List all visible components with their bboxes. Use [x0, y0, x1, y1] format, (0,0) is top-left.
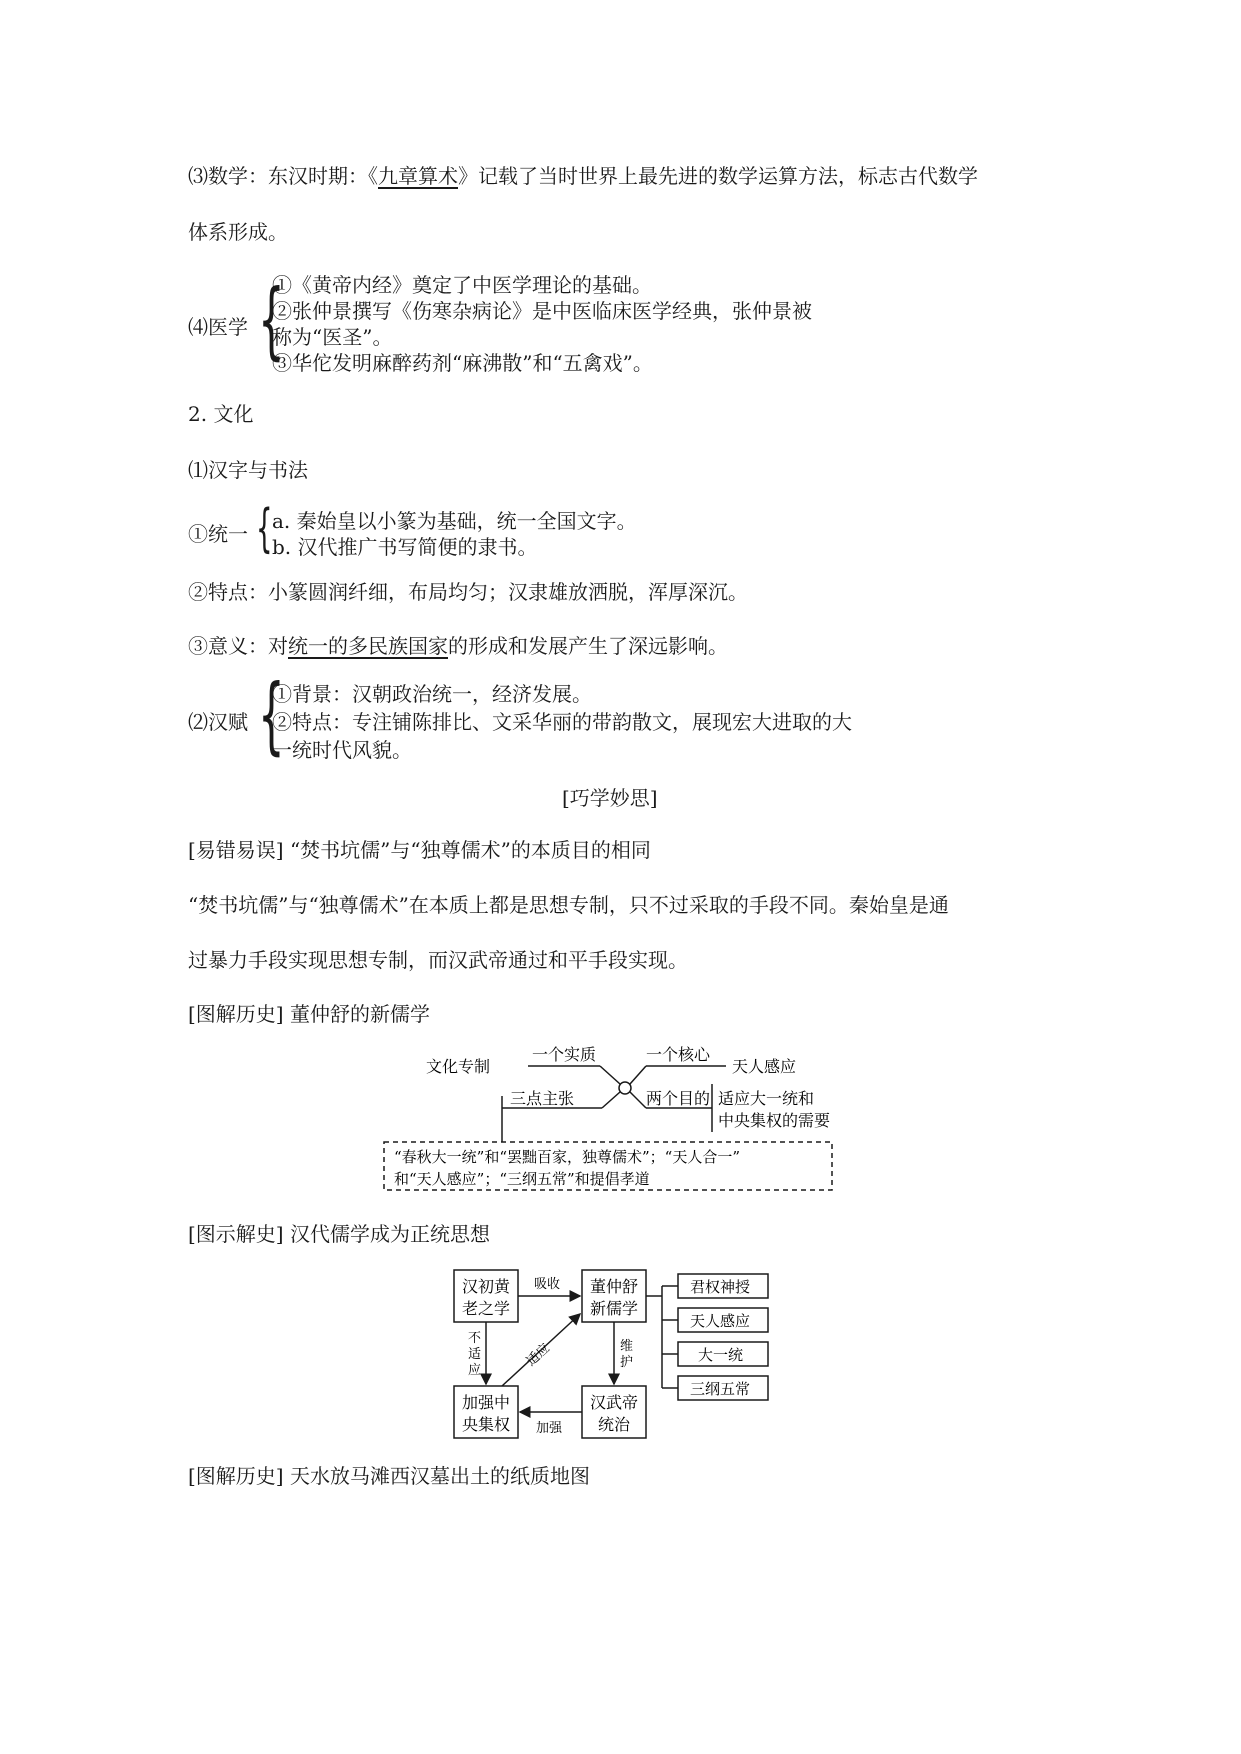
out-label-1: 君权神授 [690, 1278, 751, 1296]
three-proposals-label: 三点主张 [510, 1089, 575, 1108]
math-book-title: 九章算术 [378, 164, 458, 188]
unify-item-b: b. 汉代推广书写简便的隶书。 [272, 535, 538, 559]
centralize-line-1: 加强中 [462, 1393, 511, 1412]
maintain-char-1: 维 [620, 1339, 634, 1354]
culture-heading: 2. 文化 [188, 402, 254, 426]
unify-item-a: a. 秦始皇以小篆为基础，统一全国文字。 [272, 509, 637, 533]
out-label-2: 天人感应 [690, 1312, 751, 1330]
strengthen-label: 加强 [536, 1421, 563, 1436]
unify-label: ①统一 [188, 522, 248, 546]
medicine-item-1: ①《黄帝内经》奠定了中医学理论的基础。 [272, 273, 652, 297]
emperor-line-2: 统治 [598, 1415, 631, 1434]
three-connector [602, 1092, 620, 1108]
purpose-value-1: 适应大一统和 [718, 1089, 815, 1108]
tips-title: [巧学妙思] [562, 786, 658, 810]
unfit-char-1: 不 [468, 1331, 482, 1346]
medicine-item-2-cont: 称为“医圣”。 [272, 325, 393, 349]
hanfu-item-2-cont: 一统时代风貌。 [272, 738, 412, 762]
culture-autocracy-label: 文化专制 [426, 1057, 491, 1076]
hanfu-brace: { [258, 666, 285, 764]
unfit-char-2: 适 [468, 1347, 482, 1362]
calligraphy-subheading: ⑴汉字与书法 [188, 458, 308, 482]
orthodox-confucianism-diagram [440, 1262, 800, 1442]
medicine-label: ⑷医学 [188, 315, 248, 339]
center-node [619, 1082, 631, 1094]
core-value: 天人感应 [732, 1057, 797, 1076]
core-label: 一个核心 [646, 1045, 711, 1064]
meaning-line: ③意义：对统一的多民族国家的形成和发展产生了深远影响。 [188, 634, 728, 658]
purpose-value-2: 中央集权的需要 [718, 1111, 831, 1130]
adapt-label: 适应 [523, 1340, 554, 1370]
feature-line: ②特点：小篆圆润纤细，布局均匀；汉隶雄放洒脱，浑厚深沉。 [188, 580, 748, 604]
meaning-underlined: 统一的多民族国家 [288, 634, 448, 658]
error-line-2: 过暴力手段实现思想专制，而汉武帝通过和平手段实现。 [188, 948, 688, 972]
purpose-label: 两个目的 [646, 1089, 711, 1108]
out-label-3: 大一统 [698, 1346, 744, 1364]
hanfu-item-2: ②特点：专注铺陈排比、文采华丽的带韵散文，展现宏大进取的大 [272, 710, 852, 734]
error-line-1: “焚书坑儒”与“独尊儒术”在本质上都是思想专制，只不过采取的手段不同。秦始皇是通 [188, 893, 949, 917]
new-confucianism-diagram [394, 1036, 860, 1192]
math-line-2: 体系形成。 [188, 220, 288, 244]
purpose-connector [630, 1092, 646, 1108]
medicine-item-2: ②张仲景撰写《伤寒杂病论》是中医临床医学经典，张仲景被 [272, 299, 812, 323]
box-line-2: 和“天人感应”；“三纲五常”和提倡孝道 [394, 1170, 650, 1188]
maintain-char-2: 护 [620, 1355, 634, 1370]
huanglao-line-2: 老之学 [462, 1299, 511, 1318]
math-line-1: ⑶数学：东汉时期：《九章算术》记载了当时世界上最先进的数学运算方法，标志古代数学 [188, 164, 978, 188]
error-title: [易错易误] “焚书坑儒”与“独尊儒术”的本质目的相同 [188, 838, 651, 862]
medicine-brace: { [258, 271, 285, 369]
unfit-char-3: 应 [468, 1363, 482, 1378]
unify-brace: { [256, 499, 273, 559]
absorb-label: 吸收 [534, 1277, 561, 1292]
hanfu-item-1: ①背景：汉朝政治统一，经济发展。 [272, 682, 592, 706]
centralize-line-2: 央集权 [462, 1415, 511, 1434]
essence-label: 一个实质 [532, 1045, 597, 1064]
dong-line-1: 董仲舒 [590, 1277, 639, 1296]
out-label-4: 三纲五常 [690, 1380, 751, 1398]
emperor-line-1: 汉武帝 [590, 1393, 639, 1412]
diagram3-title: [图解历史] 天水放马滩西汉墓出土的纸质地图 [188, 1464, 590, 1488]
box-line-1: “春秋大一统”和“罢黜百家，独尊儒术”；“天人合一” [394, 1148, 741, 1166]
core-connector [630, 1066, 646, 1084]
dong-line-2: 新儒学 [590, 1299, 639, 1318]
medicine-item-3: ③华佗发明麻醉药剂“麻沸散”和“五禽戏”。 [272, 351, 653, 375]
diagram1-title: [图解历史] 董仲舒的新儒学 [188, 1002, 430, 1026]
essence-connector [600, 1066, 620, 1084]
hanfu-label: ⑵汉赋 [188, 710, 248, 734]
huanglao-line-1: 汉初黄 [462, 1277, 511, 1296]
diagram2-title: [图示解史] 汉代儒学成为正统思想 [188, 1222, 490, 1246]
